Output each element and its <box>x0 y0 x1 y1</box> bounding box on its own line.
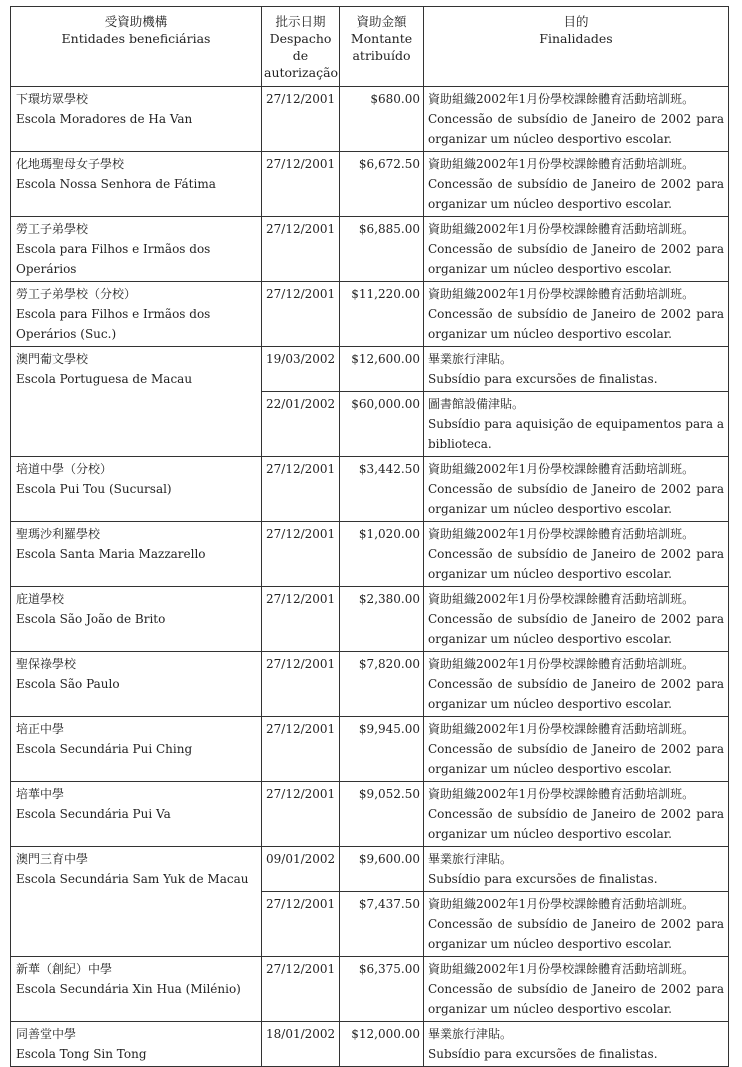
date-cell: 27/12/2001 <box>262 782 340 847</box>
entity-name-pt: Escola Tong Sin Tong <box>16 1047 147 1061</box>
header-amount: 資助金額 Montante atribuído <box>340 7 424 87</box>
entity-name-pt: Escola para Filhos e Irmãos dos Operários (Suc.) <box>16 307 211 341</box>
entity-cell <box>11 847 262 957</box>
table-row <box>11 152 729 217</box>
purpose-pt: Concessão de subsídio de Janeiro de 2002 para organizar um núcleo desportivo escolar. <box>428 242 724 276</box>
table-body <box>11 87 729 1067</box>
purpose-pt: Concessão de subsídio de Janeiro de 2002 para organizar um núcleo desportivo escolar. <box>428 612 724 646</box>
table-row <box>11 217 729 282</box>
amount-cell: $2,380.00 <box>340 587 424 652</box>
entity-name-zh: 聖瑪沙利羅學校 <box>16 527 101 541</box>
amount-cell: $680.00 <box>340 87 424 152</box>
purpose-pt: Concessão de subsídio de Janeiro de 2002 para organizar um núcleo desportivo escolar. <box>428 742 724 776</box>
entity-cell <box>11 717 262 782</box>
table-row <box>11 782 729 847</box>
amount-cell: $3,442.50 <box>340 457 424 522</box>
purpose-pt: Concessão de subsídio de Janeiro de 2002 para organizar um núcleo desportivo escolar. <box>428 177 724 211</box>
amount-cell: $6,672.50 <box>340 152 424 217</box>
entity-name-zh: 勞工子弟學校（分校） <box>16 287 137 301</box>
date-cell: 27/12/2001 <box>262 282 340 347</box>
entity-cell <box>11 457 262 522</box>
entity-name-zh: 培正中學 <box>16 722 65 736</box>
amount-cell: $12,600.00 <box>340 347 424 392</box>
amount-cell: $9,600.00 <box>340 847 424 892</box>
table-row <box>11 347 729 392</box>
table-row <box>11 847 729 892</box>
table-row <box>11 652 729 717</box>
purpose-pt: Concessão de subsídio de Janeiro de 2002 para organizar um núcleo desportivo escolar. <box>428 677 724 711</box>
entity-cell <box>11 347 262 457</box>
document-page <box>10 6 728 1067</box>
purpose-zh: 資助組織2002年1月份學校課餘體育活動培訓班。 <box>428 897 695 911</box>
entity-cell <box>11 652 262 717</box>
date-cell: 27/12/2001 <box>262 522 340 587</box>
purpose-cell <box>424 457 729 522</box>
table-row <box>11 457 729 522</box>
purpose-cell <box>424 522 729 587</box>
purpose-cell <box>424 652 729 717</box>
header-purpose: 目的 Finalidades <box>424 7 729 87</box>
purpose-zh: 資助組織2002年1月份學校課餘體育活動培訓班。 <box>428 657 695 671</box>
entity-name-pt: Escola Secundária Pui Ching <box>16 742 193 756</box>
amount-cell: $12,000.00 <box>340 1022 424 1067</box>
entity-name-pt: Escola Pui Tou (Sucursal) <box>16 482 172 496</box>
date-cell: 09/01/2002 <box>262 847 340 892</box>
entity-name-pt: Escola para Filhos e Irmãos dos Operários <box>16 242 211 276</box>
header-date: 批示日期 Despacho de autorização <box>262 7 340 87</box>
date-cell: 22/01/2002 <box>262 392 340 457</box>
table-row <box>11 522 729 587</box>
purpose-cell <box>424 587 729 652</box>
purpose-cell <box>424 892 729 957</box>
entity-cell <box>11 282 262 347</box>
entity-name-pt: Escola São João de Brito <box>16 612 166 626</box>
amount-cell: $60,000.00 <box>340 392 424 457</box>
entity-name-pt: Escola Nossa Senhora de Fátima <box>16 177 216 191</box>
entity-name-pt: Escola Santa Maria Mazzarello <box>16 547 206 561</box>
purpose-zh: 資助組織2002年1月份學校課餘體育活動培訓班。 <box>428 287 695 301</box>
amount-cell: $7,820.00 <box>340 652 424 717</box>
entity-cell <box>11 957 262 1022</box>
grants-table <box>10 6 729 1067</box>
purpose-cell <box>424 217 729 282</box>
amount-cell: $6,885.00 <box>340 217 424 282</box>
entity-name-zh: 庇道學校 <box>16 592 65 606</box>
purpose-cell <box>424 392 729 457</box>
entity-name-zh: 勞工子弟學校 <box>16 222 89 236</box>
purpose-zh: 圖書館設備津貼。 <box>428 397 525 411</box>
entity-name-zh: 新華（創紀）中學 <box>16 962 113 976</box>
purpose-zh: 資助組織2002年1月份學校課餘體育活動培訓班。 <box>428 527 695 541</box>
entity-name-zh: 培道中學（分校） <box>16 462 113 476</box>
date-cell: 27/12/2001 <box>262 457 340 522</box>
purpose-zh: 資助組織2002年1月份學校課餘體育活動培訓班。 <box>428 157 695 171</box>
table-row <box>11 282 729 347</box>
purpose-pt: Concessão de subsídio de Janeiro de 2002 para organizar um núcleo desportivo escolar. <box>428 112 724 146</box>
table-row <box>11 1022 729 1067</box>
entity-cell <box>11 87 262 152</box>
date-cell: 18/01/2002 <box>262 1022 340 1067</box>
table-row <box>11 717 729 782</box>
entity-name-zh: 同善堂中學 <box>16 1027 77 1041</box>
purpose-pt: Concessão de subsídio de Janeiro de 2002 para organizar um núcleo desportivo escolar. <box>428 807 724 841</box>
entity-cell <box>11 782 262 847</box>
entity-cell <box>11 522 262 587</box>
amount-cell: $9,052.50 <box>340 782 424 847</box>
amount-cell: $7,437.50 <box>340 892 424 957</box>
header-entity: 受資助機構 Entidades beneficiárias <box>11 7 262 87</box>
date-cell: 27/12/2001 <box>262 217 340 282</box>
purpose-zh: 畢業旅行津貼。 <box>428 352 513 366</box>
entity-name-zh: 澳門三育中學 <box>16 852 89 866</box>
entity-name-pt: Escola São Paulo <box>16 677 120 691</box>
purpose-pt: Concessão de subsídio de Janeiro de 2002 para organizar um núcleo desportivo escolar. <box>428 982 724 1016</box>
amount-cell: $1,020.00 <box>340 522 424 587</box>
table-row <box>11 587 729 652</box>
entity-name-zh: 聖保祿學校 <box>16 657 77 671</box>
date-cell: 27/12/2001 <box>262 652 340 717</box>
purpose-zh: 資助組織2002年1月份學校課餘體育活動培訓班。 <box>428 787 695 801</box>
purpose-pt: Subsídio para excursões de finalistas. <box>428 1047 658 1061</box>
entity-cell <box>11 152 262 217</box>
purpose-zh: 資助組織2002年1月份學校課餘體育活動培訓班。 <box>428 92 695 106</box>
entity-cell <box>11 587 262 652</box>
purpose-cell <box>424 717 729 782</box>
header-row <box>11 7 729 87</box>
entity-cell <box>11 1022 262 1067</box>
amount-cell: $11,220.00 <box>340 282 424 347</box>
date-cell: 27/12/2001 <box>262 152 340 217</box>
date-cell: 19/03/2002 <box>262 347 340 392</box>
purpose-cell <box>424 87 729 152</box>
purpose-cell <box>424 347 729 392</box>
entity-name-pt: Escola Secundária Pui Va <box>16 807 171 821</box>
entity-name-zh: 化地瑪聖母女子學校 <box>16 157 125 171</box>
purpose-cell <box>424 957 729 1022</box>
purpose-zh: 資助組織2002年1月份學校課餘體育活動培訓班。 <box>428 222 695 236</box>
purpose-pt: Concessão de subsídio de Janeiro de 2002 para organizar um núcleo desportivo escolar. <box>428 917 724 951</box>
date-cell: 27/12/2001 <box>262 892 340 957</box>
purpose-cell <box>424 152 729 217</box>
purpose-cell <box>424 282 729 347</box>
date-cell: 27/12/2001 <box>262 957 340 1022</box>
purpose-pt: Concessão de subsídio de Janeiro de 2002 para organizar um núcleo desportivo escolar. <box>428 547 724 581</box>
entity-name-pt: Escola Secundária Xin Hua (Milénio) <box>16 982 241 996</box>
purpose-zh: 畢業旅行津貼。 <box>428 1027 513 1041</box>
amount-cell: $6,375.00 <box>340 957 424 1022</box>
purpose-zh: 資助組織2002年1月份學校課餘體育活動培訓班。 <box>428 592 695 606</box>
purpose-zh: 資助組織2002年1月份學校課餘體育活動培訓班。 <box>428 462 695 476</box>
purpose-pt: Concessão de subsídio de Janeiro de 2002 para organizar um núcleo desportivo escolar. <box>428 482 724 516</box>
entity-name-zh: 澳門葡文學校 <box>16 352 89 366</box>
entity-name-pt: Escola Portuguesa de Macau <box>16 372 193 386</box>
purpose-pt: Subsídio para excursões de finalistas. <box>428 872 658 886</box>
entity-name-zh: 下環坊眾學校 <box>16 92 89 106</box>
purpose-zh: 資助組織2002年1月份學校課餘體育活動培訓班。 <box>428 722 695 736</box>
table-row <box>11 87 729 152</box>
date-cell: 27/12/2001 <box>262 717 340 782</box>
date-cell: 27/12/2001 <box>262 587 340 652</box>
purpose-pt: Subsídio para excursões de finalistas. <box>428 372 658 386</box>
amount-cell: $9,945.00 <box>340 717 424 782</box>
entity-name-pt: Escola Secundária Sam Yuk de Macau <box>16 872 249 886</box>
purpose-zh: 畢業旅行津貼。 <box>428 852 513 866</box>
purpose-pt: Subsídio para aquisição de equipamentos para a biblioteca. <box>428 417 724 451</box>
purpose-cell <box>424 782 729 847</box>
purpose-zh: 資助組織2002年1月份學校課餘體育活動培訓班。 <box>428 962 695 976</box>
entity-name-pt: Escola Moradores de Ha Van <box>16 112 193 126</box>
purpose-pt: Concessão de subsídio de Janeiro de 2002 para organizar um núcleo desportivo escolar. <box>428 307 724 341</box>
entity-cell <box>11 217 262 282</box>
date-cell: 27/12/2001 <box>262 87 340 152</box>
purpose-cell <box>424 1022 729 1067</box>
purpose-cell <box>424 847 729 892</box>
table-row <box>11 957 729 1022</box>
entity-name-zh: 培華中學 <box>16 787 65 801</box>
